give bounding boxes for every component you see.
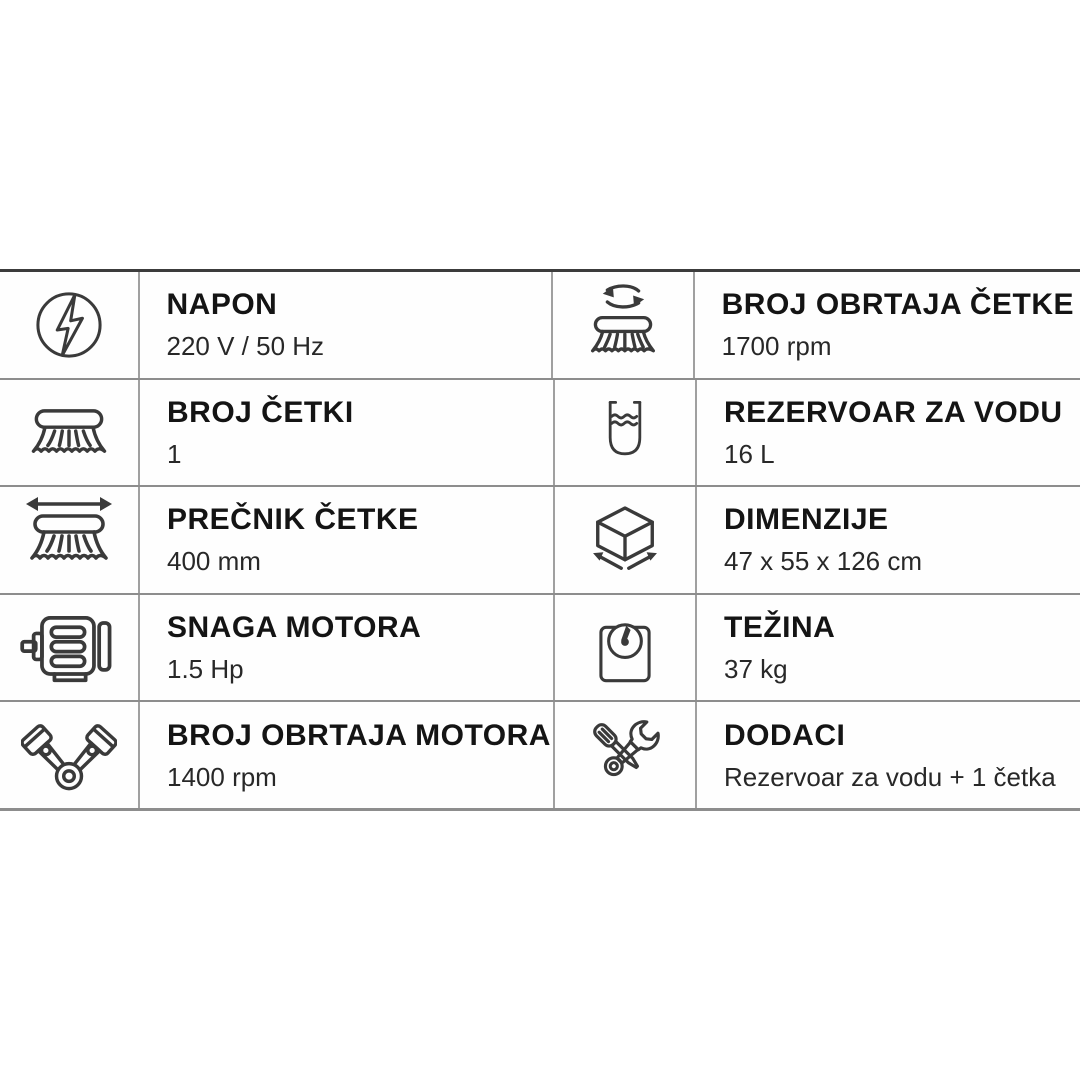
specification-table <box>0 269 1080 811</box>
brush-icon <box>21 384 117 480</box>
spec-label: BROJ ČETKI <box>167 395 354 429</box>
spec-cell <box>697 702 1080 808</box>
weight-scale-icon <box>582 605 668 691</box>
table-row <box>0 702 1080 808</box>
icon-cell <box>0 272 140 378</box>
spec-cell <box>695 272 1080 378</box>
tools-icon <box>581 711 669 799</box>
spec-cell <box>140 380 555 486</box>
dimensions-cube-icon <box>578 493 672 587</box>
spec-value: 1700 rpm <box>721 331 832 362</box>
spec-value: 1.5 Hp <box>167 654 244 685</box>
spec-value: 16 L <box>724 438 775 469</box>
brush-diameter-icon <box>19 490 119 590</box>
icon-cell <box>555 595 697 701</box>
piston-icon <box>21 707 117 803</box>
table-row <box>0 487 1080 595</box>
table-row <box>0 380 1080 488</box>
spec-label: NAPON <box>166 288 278 322</box>
spec-label: SNAGA MOTORA <box>167 611 422 645</box>
water-tank-icon <box>586 393 664 471</box>
spec-value: 47 x 55 x 126 cm <box>724 546 922 577</box>
spec-cell <box>140 595 555 701</box>
spec-cell <box>697 487 1080 593</box>
icon-cell <box>0 487 140 593</box>
icon-cell <box>553 272 695 378</box>
spec-value: 1 <box>167 438 182 469</box>
spec-label: BROJ OBRTAJA MOTORA <box>167 718 551 752</box>
icon-cell <box>555 702 697 808</box>
spec-label: REZERVOAR ZA VODU <box>724 395 1063 429</box>
voltage-icon <box>27 283 111 367</box>
spec-value: 400 mm <box>167 546 261 577</box>
spec-cell <box>140 487 555 593</box>
spec-value: 1400 rpm <box>167 761 277 792</box>
spec-label: PREČNIK ČETKE <box>167 503 419 537</box>
spec-label: DODACI <box>724 718 846 752</box>
spec-cell <box>140 272 554 378</box>
spec-cell <box>140 702 555 808</box>
icon-cell <box>555 380 697 486</box>
spec-value: Rezervoar za vodu + 1 četka <box>724 761 1056 792</box>
motor-icon <box>17 596 121 700</box>
spec-value: 37 kg <box>724 654 788 685</box>
spec-cell <box>697 595 1080 701</box>
icon-cell <box>555 487 697 593</box>
spec-label: TEŽINA <box>724 611 836 645</box>
spec-value: 220 V / 50 Hz <box>166 331 325 362</box>
icon-cell <box>0 595 140 701</box>
spec-label: DIMENZIJE <box>724 503 889 537</box>
spec-label: BROJ OBRTAJA ČETKE <box>721 288 1074 322</box>
table-row <box>0 595 1080 703</box>
brush-rotation-icon <box>577 279 669 371</box>
icon-cell <box>0 702 140 808</box>
icon-cell <box>0 380 140 486</box>
table-row <box>0 272 1080 380</box>
spec-cell <box>697 380 1080 486</box>
